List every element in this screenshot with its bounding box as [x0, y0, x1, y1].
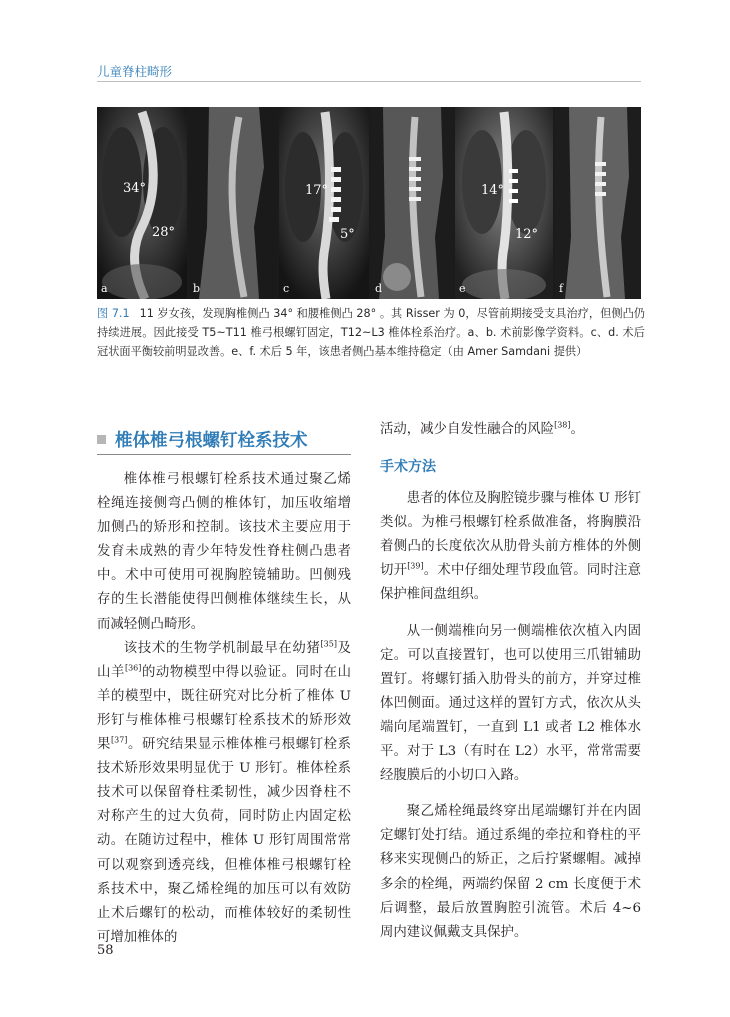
xray-panel-b	[189, 107, 277, 299]
citation-ref: [39]	[407, 561, 424, 571]
paragraph: 从一侧端椎向另一侧端椎依次植入内固定。可以直接置钉，也可以使用三爪钳辅助置钉。将螺钉插入肋骨头的前方，并穿过椎体凹侧面。通过这样的置钉方式，依次从头端向尾端置钉，一直到 L1 或者 L2 椎体水平。对于 L3（有时在 L2）水平，常常需要经腹膜后的小切口入路。	[380, 623, 641, 784]
caption-text: 11 岁女孩，发现胸椎侧凸 34° 和腰椎侧凸 28° 。其 Risser 为 0，尽管前期接受支具治疗，但侧凸仍持续进展。因此接受 T5~T11 椎弓根螺钉固定，T12~L3 椎体栓系治疗。a、b. 术前影像学资料。c、d. 术后冠状面平衡较前明显改善。e、f. 术后 5 年，该患者侧凸基本维持稳定（由 Amer Samdani 提供）	[97, 307, 645, 358]
text-run: 的动物模型中得以验证。同时在山羊的模型中，既往研究对比分析了椎体 U 形钉与椎体椎弓根螺钉栓系技术的矫形效果	[97, 664, 352, 753]
xray-spine-image	[97, 107, 187, 299]
paragraph: 聚乙烯栓绳最终穿出尾端螺钉并在内固定螺钉处打结。通过系绳的牵拉和脊柱的平移来实现侧凸的矫正，之后拧紧螺帽。减掉多余的栓绳，两端约保留 2 cm 长度便于术后调整，最后放置胸腔引流管。术后 4~6 周内建议佩戴支具保护。	[380, 804, 641, 940]
citation-ref: [37]	[110, 735, 128, 745]
section-rule	[97, 454, 351, 455]
xray-spine-image	[371, 107, 453, 299]
figure-xray-panels	[97, 107, 641, 299]
panel-letter: e	[459, 282, 466, 295]
running-head: 儿童脊柱畸形	[97, 64, 173, 79]
section-heading-text: 椎体椎弓根螺钉栓系技术	[115, 431, 308, 451]
text-run: 活动，减少自发性融合的风险	[380, 422, 555, 437]
xray-panel-f	[555, 107, 641, 299]
section-heading	[97, 427, 351, 452]
panel-letter: b	[193, 282, 201, 295]
figure-label: 图 7.1	[97, 307, 130, 320]
xray-spine-image	[279, 107, 369, 299]
angle-label: 28°	[152, 225, 176, 240]
angle-label: 5°	[340, 227, 355, 242]
right-column	[380, 418, 641, 945]
left-column	[97, 468, 351, 950]
subsection-heading: 手术方法	[380, 459, 436, 476]
xray-panel-e	[455, 107, 553, 299]
xray-panel-c	[279, 107, 369, 299]
panel-letter: c	[283, 282, 290, 295]
text-run: 。研究结果显示椎体椎弓根螺钉栓系技术矫形效果明显优于 U 形钉。椎体栓系技术可以保留脊柱柔韧性，减少因脊柱不对称产生的过大负荷，同时防止内固定松动。在随访过程中，椎体 U 形钉周围常常可以观察到透亮线，但椎体椎弓根螺钉栓系技术中，聚乙烯栓绳的加压可以有效防止术后螺钉的松动，而椎体较好的柔韧性可增加椎体的	[97, 737, 352, 945]
figure-caption	[97, 304, 645, 361]
header-rule	[97, 81, 641, 82]
text-run: 该技术的生物学机制最早在幼猪	[123, 640, 321, 656]
paragraph-continuation	[380, 418, 641, 442]
panel-letter: d	[375, 282, 383, 295]
panel-letter: f	[559, 282, 564, 295]
paragraph	[97, 637, 351, 950]
angle-label: 17°	[305, 183, 329, 198]
citation-ref: [35]	[320, 639, 337, 649]
text-run: 患者的体位及胸腔镜步骤与椎体 U 形钉类似。为椎弓根螺钉栓系做准备，将胸膜沿着侧凸的长度依次从肋骨头前方椎体的外侧切开	[380, 491, 641, 579]
angle-label: 34°	[123, 181, 147, 196]
citation-ref: [38]	[554, 420, 571, 430]
angle-label: 14°	[481, 183, 505, 198]
paragraph: 椎体椎弓根螺钉栓系技术通过聚乙烯栓绳连接侧弯凸侧的椎体钉，加压收缩增加侧凸的矫形和控制。该技术主要应用于发育未成熟的青少年特发性脊柱侧凸患者中。术中可使用可视胸腔镜辅助。凹侧残存的生长潜能使得凹侧椎体继续生长，从而减轻侧凸畸形。	[97, 472, 351, 632]
text-run: 及山羊	[97, 640, 352, 680]
text-run: 。	[570, 422, 584, 437]
panel-letter: a	[101, 282, 108, 295]
citation-ref: [36]	[124, 663, 142, 673]
page-number: 58	[97, 943, 114, 958]
angle-label: 12°	[515, 227, 539, 242]
text-run: 。术中仔细处理节段血管。同时注意保护椎间盘组织。	[380, 563, 642, 603]
xray-spine-image	[555, 107, 641, 299]
xray-spine-image	[455, 107, 553, 299]
xray-panel-a	[97, 107, 187, 299]
heading-square-icon	[97, 435, 106, 444]
xray-panel-d	[371, 107, 453, 299]
xray-spine-image	[189, 107, 277, 299]
paragraph	[380, 487, 641, 607]
